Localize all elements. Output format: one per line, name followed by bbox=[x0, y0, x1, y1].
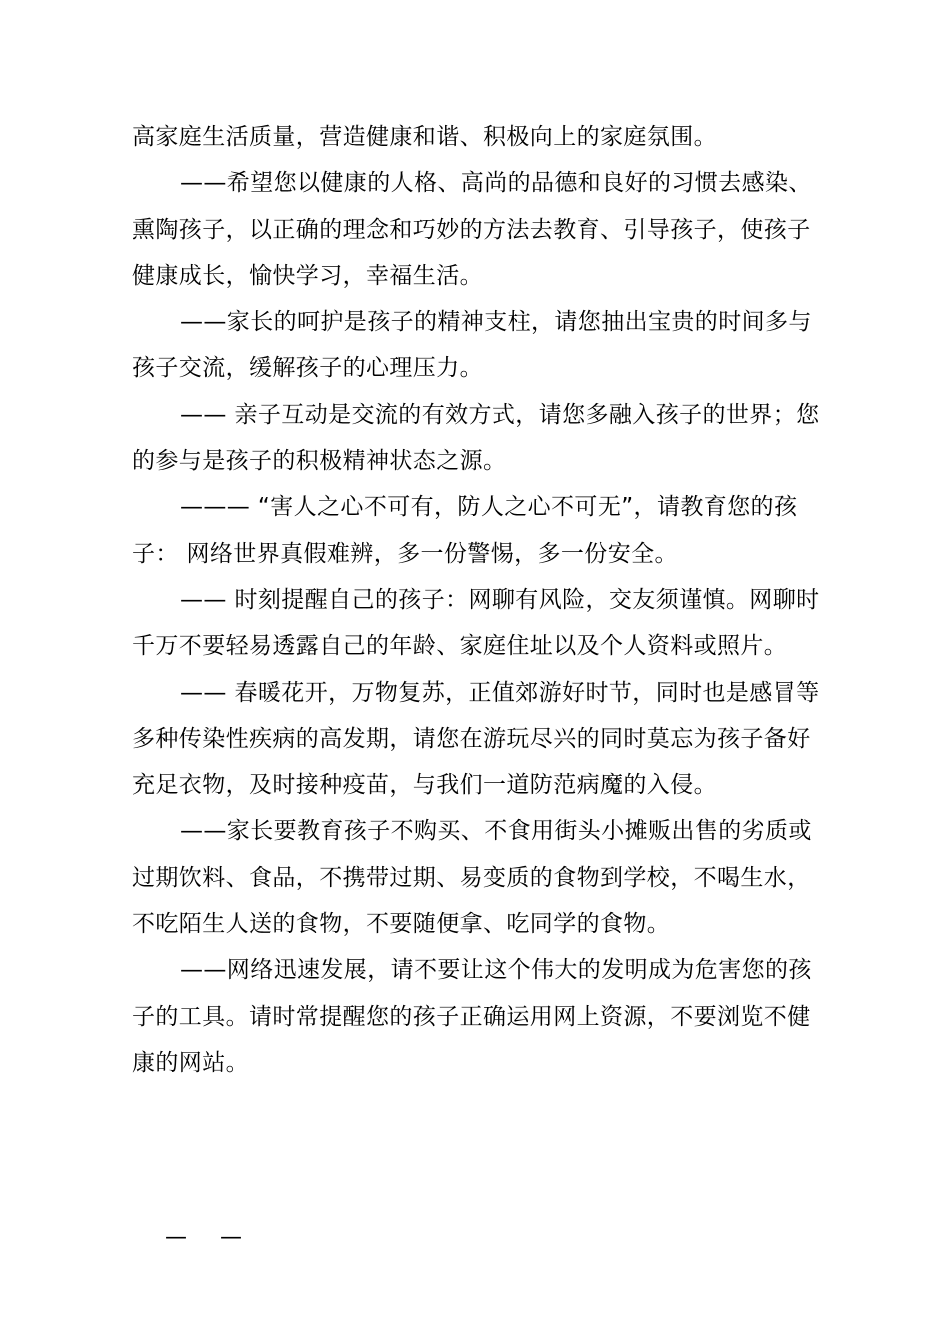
paragraph-internet-use: ——网络迅速发展，请不要让这个伟大的发明成为危害您的孩子的工具。请时常提醒您的孩子正确运用网上资源，不要浏览不健康的网站。 bbox=[132, 957, 812, 1076]
paragraph-food-safety: ——家长要教育孩子不购买、不食用街头小摊贩出售的劣质或过期饮料、食品，不携带过期、易变质的食物到学校，不喝生水，不吃陌生人送的食物，不要随便拿、吃同学的食物。 bbox=[132, 818, 812, 938]
footer-dash-right: — bbox=[220, 1225, 242, 1250]
paragraph-healthy-personality: ——希望您以健康的人格、高尚的品德和良好的习惯去感染、熏陶孩子，以正确的理念和巧妙的方法去教育、引导孩子，使孩子健康成长，愉快学习，幸福生活。 bbox=[132, 170, 812, 289]
paragraph-parental-care: ——家长的呵护是孩子的精神支柱，请您抽出宝贵的时间多与孩子交流，缓解孩子的心理压力。 bbox=[132, 309, 812, 382]
paragraph-online-safety: ——— “害人之心不可有，防人之心不可无”，请教育您的孩子： 网络世界真假难辨，多一份警惕，多一份安全。 bbox=[132, 494, 798, 567]
paragraph-spring-health: —— 春暖花开，万物复苏，正值郊游好时节，同时也是感冒等多种传染性疾病的高发期，请您在游玩尽兴的同时莫忘为孩子备好充足衣物，及时接种疫苗，与我们一道防范病魔的入侵。 bbox=[132, 679, 820, 799]
paragraph-continuation: 高家庭生活质量，营造健康和谐、积极向上的家庭氛围。 bbox=[132, 124, 717, 150]
footer-dash-left: — bbox=[165, 1225, 187, 1250]
paragraph-online-chat-risk: —— 时刻提醒自己的孩子：网聊有风险，交友须谨慎。网聊时千万不要轻易透露自己的年龄、家庭住址以及个人资料或照片。 bbox=[132, 586, 820, 660]
body-text bbox=[132, 114, 822, 1086]
paragraph-parent-child-interaction: —— 亲子互动是交流的有效方式，请您多融入孩子的世界；您的参与是孩子的积极精神状态之源。 bbox=[132, 401, 820, 475]
